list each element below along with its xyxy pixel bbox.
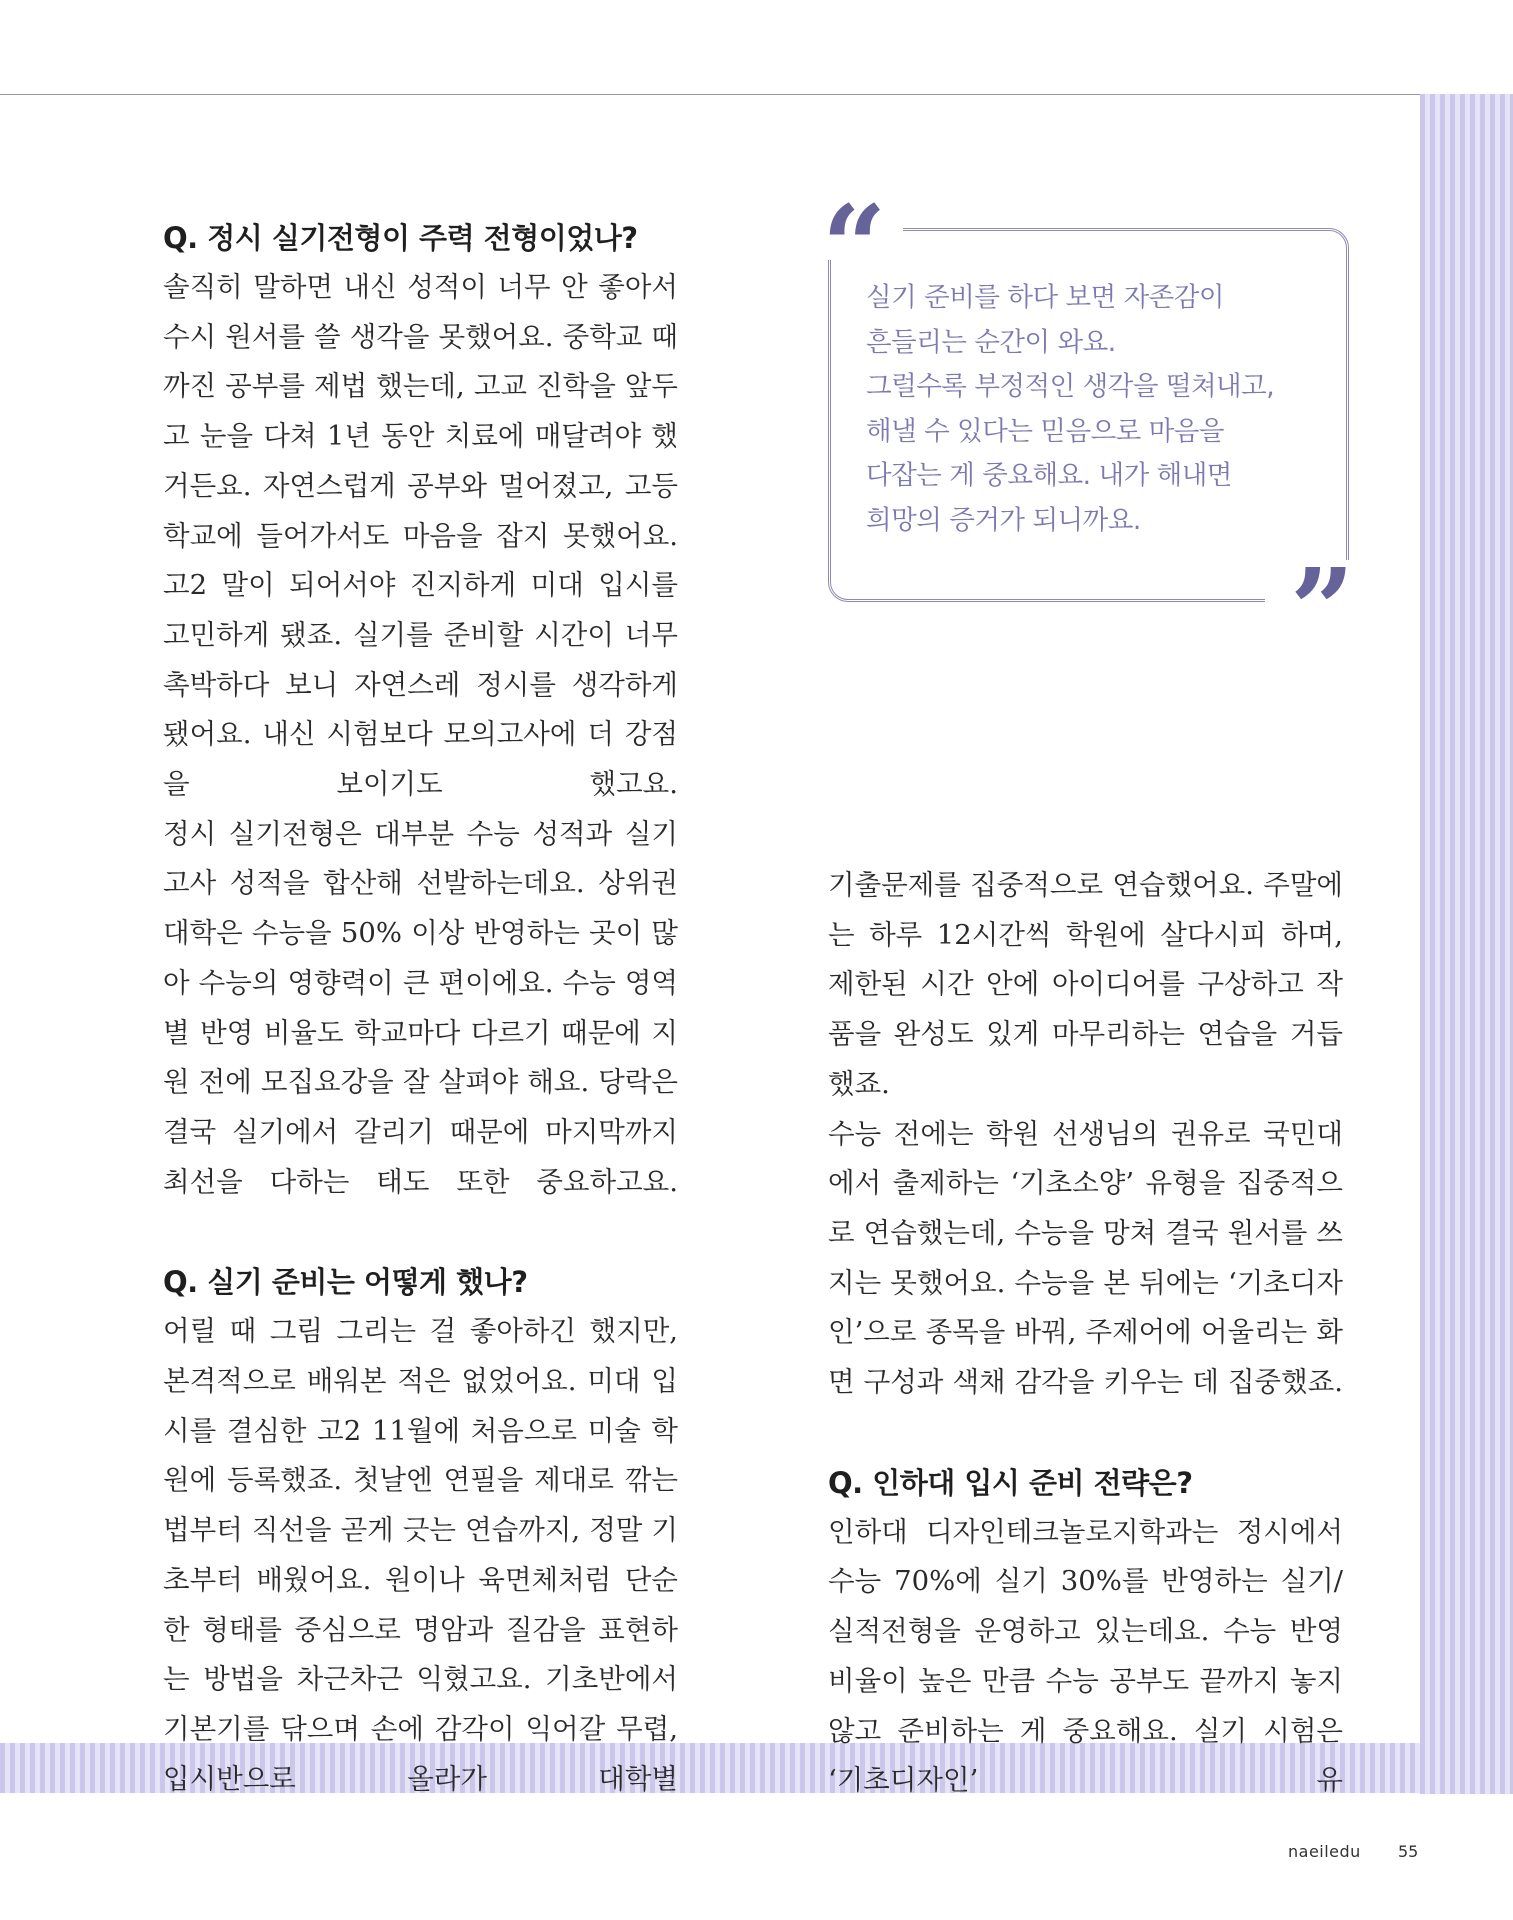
page-number: 55 <box>1398 1842 1419 1861</box>
right-paragraph-1: 기출문제를 집중적으로 연습했어요. 주말에는 하루 12시간씩 학원에 살다시피 하며, 제한된 시간 안에 아이디어를 구상하고 작품을 완성도 있게 마무리하는 연습을 거듭했죠. <box>828 869 1343 1100</box>
footer-brand: naeiledu <box>1288 1842 1361 1861</box>
quote-line: 실기 준비를 하다 보면 자존감이 <box>866 282 1224 313</box>
q3-heading: Q. 인하대 입시 준비 전략은? <box>828 1465 1193 1500</box>
quote-line: 그럴수록 부정적인 생각을 떨쳐내고, <box>866 371 1275 402</box>
quote-line: 희망의 증거가 되니까요. <box>866 504 1141 536</box>
q1-paragraph-1: 솔직히 말하면 내신 성적이 너무 안 좋아서 수시 원서를 쓸 생각을 못했어요. 중학교 때까진 공부를 제법 했는데, 고교 진학을 앞두고 눈을 다쳐 1년 동안 치료에 매달려야 했거든요. 자연스럽게 공부와 멀어졌고, 고등학교에 들어가서도 마음을 잡지 못했어요. 고2 말이 되어서야 진지하게 미대 입시를 고민하게 됐죠. 실기를 준비할 시간이 너무 촉박하다 보니 자연스레 정시를 생각하게 됐어요. 내신 시험보다 모의고사에 더 강점을 보이기도 했고요. <box>163 271 678 801</box>
q1-paragraph-2: 정시 실기전형은 대부분 수능 성적과 실기고사 성적을 합산해 선발하는데요. 상위권 대학은 수능을 50% 이상 반영하는 곳이 많아 수능의 영향력이 큰 편이에요. 수능 영역별 반영 비율도 학교마다 다르기 때문에 지원 전에 모집요강을 잘 살펴야 해요. 당락은 결국 실기에서 갈리기 때문에 마지막까지 최선을 다하는 태도 또한 중요하고요. <box>163 817 678 1198</box>
right-stripe-band <box>1420 94 1513 1794</box>
quote-line: 해낼 수 있다는 믿음으로 마음을 <box>866 415 1224 447</box>
q2-paragraph-1: 어릴 때 그림 그리는 걸 좋아하긴 했지만, 본격적으로 배워본 적은 없었어요. 미대 입시를 결심한 고2 11월에 처음으로 미술 학원에 등록했죠. 첫날엔 연필을 제대로 깎는 법부터 직선을 곧게 긋는 연습까지, 정말 기초부터 배웠어요. 원이나 육면체처럼 단순한 형태를 중심으로 명암과 질감을 표현하는 방법을 차근차근 익혔고요. 기초반에서 기본기를 닦으며 손에 감각이 익어갈 무렵, 입시반으로 올라가 대학별 <box>163 1315 678 1795</box>
quote-line: 흔들리는 순간이 와요. <box>866 326 1116 358</box>
q2-heading: Q. 실기 준비는 어떻게 했나? <box>163 1265 528 1300</box>
quote-line: 다잡는 게 중요해요. 내가 해내면 <box>866 460 1232 491</box>
close-quote-icon: ” <box>1290 545 1355 676</box>
q3-paragraph-1: 인하대 디자인테크놀로지학과는 정시에서 수능 70%에 실기 30%를 반영하는 실기/실적전형을 운영하고 있는데요. 수능 반영 비율이 높은 만큼 수능 공부도 끝까지 놓지 않고 준비하는 게 중요해요. 실기 시험은 ‘기초디자인’ 유 <box>828 1515 1343 1797</box>
right-paragraph-2: 수능 전에는 학원 선생님의 권유로 국민대에서 출제하는 ‘기초소양’ 유형을 집중적으로 연습했는데, 수능을 망쳐 결국 원서를 쓰지는 못했어요. 수능을 본 뒤에는 ‘기초디자인’으로 종목을 바꿔, 주제어에 어울리는 화면 구성과 색채 감각을 키우는 데 집중했죠. <box>828 1117 1343 1399</box>
q1-heading: Q. 정시 실기전형이 주력 전형이었나? <box>163 221 638 255</box>
pull-quote-text <box>866 276 1306 543</box>
right-column <box>828 861 1343 1806</box>
open-quote-icon: “ <box>822 182 887 313</box>
left-column <box>163 213 678 1804</box>
